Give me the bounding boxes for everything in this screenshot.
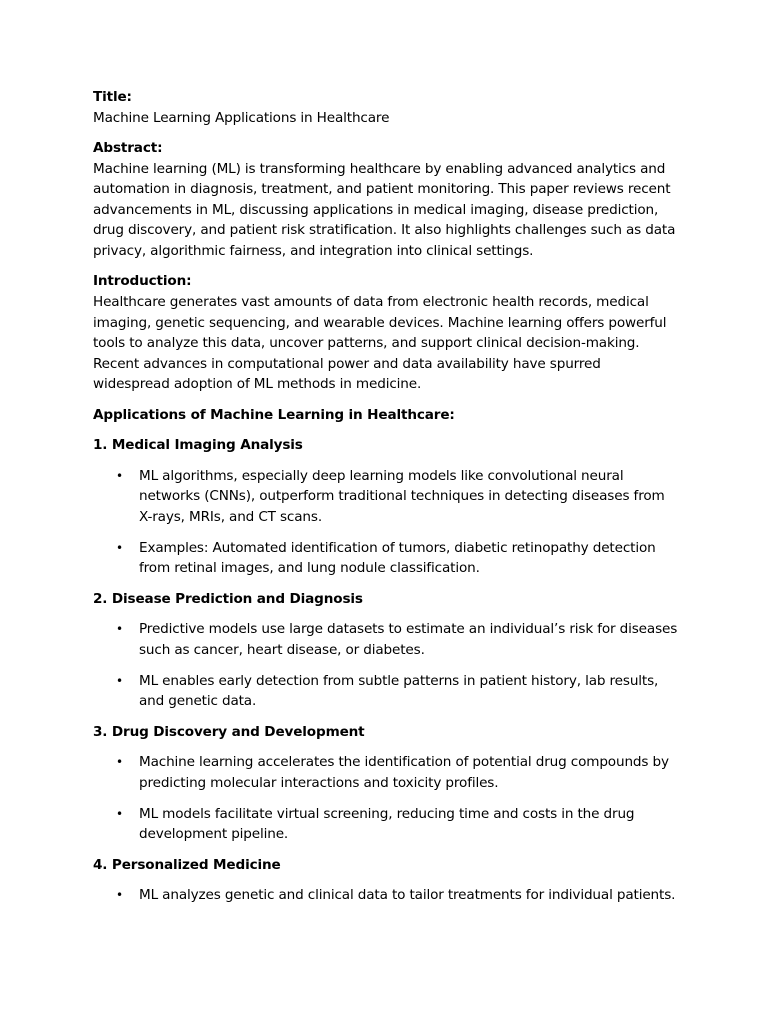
list-item-line: networks (CNNs), outperform traditional techniques in detecting diseases from [139, 488, 665, 505]
list-item-line: ML analyzes genetic and clinical data to tailor treatments for individual patients. [139, 887, 676, 904]
list-item-line: from retinal images, and lung nodule classification. [139, 560, 480, 577]
bullet-glyph: • [116, 755, 123, 770]
applications-heading: Applications of Machine Learning in Healthcare: [93, 406, 455, 423]
section-heading: 1. Medical Imaging Analysis [93, 437, 303, 454]
list-item [93, 885, 678, 906]
section-heading: 3. Drug Discovery and Development [93, 723, 365, 740]
list-item [93, 538, 678, 579]
introduction-line: Healthcare generates vast amounts of data from electronic health records, medical [93, 293, 649, 310]
list-item [93, 671, 678, 712]
abstract-line: Machine learning (ML) is transforming healthcare by enabling advanced analytics and [93, 160, 666, 177]
introduction-line: tools to analyze this data, uncover patterns, and support clinical decision-making. [93, 335, 640, 352]
abstract-text [93, 159, 678, 262]
bullet-list [93, 466, 678, 579]
list-item-line: Examples: Automated identification of tumors, diabetic retinopathy detection [139, 539, 656, 556]
title-block [93, 87, 678, 128]
abstract-line: automation in diagnosis, treatment, and patient monitoring. This paper reviews recent [93, 181, 671, 198]
document-title: Machine Learning Applications in Healthcare [93, 109, 390, 126]
bullet-list [93, 885, 678, 906]
bullet-glyph: • [116, 468, 123, 483]
list-item [93, 466, 678, 528]
introduction-text [93, 292, 678, 395]
list-item-line: X-rays, MRIs, and CT scans. [139, 509, 323, 526]
list-item-line: Predictive models use large datasets to estimate an individual’s risk for diseases [139, 621, 678, 638]
introduction-line: imaging, genetic sequencing, and wearable devices. Machine learning offers powerful [93, 314, 667, 331]
abstract-line: drug discovery, and patient risk stratification. It also highlights challenges such as data [93, 222, 676, 239]
title-label: Title: [93, 89, 132, 105]
introduction-block [93, 271, 678, 395]
introduction-line: widespread adoption of ML methods in medicine. [93, 376, 422, 393]
section-heading: 2. Disease Prediction and Diagnosis [93, 590, 363, 607]
introduction-label: Introduction: [93, 273, 192, 290]
list-item [93, 804, 678, 845]
abstract-label: Abstract: [93, 139, 163, 156]
abstract-line: privacy, algorithmic fairness, and integration into clinical settings. [93, 242, 534, 259]
bullet-list [93, 752, 678, 844]
list-item-line: ML algorithms, especially deep learning models like convolutional neural [139, 467, 624, 484]
list-item-line: ML enables early detection from subtle patterns in patient history, lab results, [139, 672, 659, 689]
list-item-line: ML models facilitate virtual screening, reducing time and costs in the drug [139, 805, 635, 822]
bullet-glyph: • [116, 806, 123, 821]
abstract-block [93, 138, 678, 262]
list-item [93, 619, 678, 660]
bullet-glyph: • [116, 888, 123, 903]
list-item-line: such as cancer, heart disease, or diabetes. [139, 642, 425, 659]
list-item-line: development pipeline. [139, 826, 289, 843]
section-heading: 4. Personalized Medicine [93, 856, 281, 873]
bullet-glyph: • [116, 540, 123, 555]
bullet-glyph: • [116, 673, 123, 688]
list-item-line: and genetic data. [139, 693, 257, 710]
list-item-line: Machine learning accelerates the identification of potential drug compounds by [139, 754, 669, 771]
list-item [93, 752, 678, 793]
introduction-line: Recent advances in computational power and data availability have spurred [93, 355, 601, 372]
bullet-glyph: • [116, 622, 123, 637]
abstract-line: advancements in ML, discussing applications in medical imaging, disease prediction, [93, 201, 659, 218]
bullet-list [93, 619, 678, 711]
list-item-line: predicting molecular interactions and toxicity profiles. [139, 775, 499, 792]
